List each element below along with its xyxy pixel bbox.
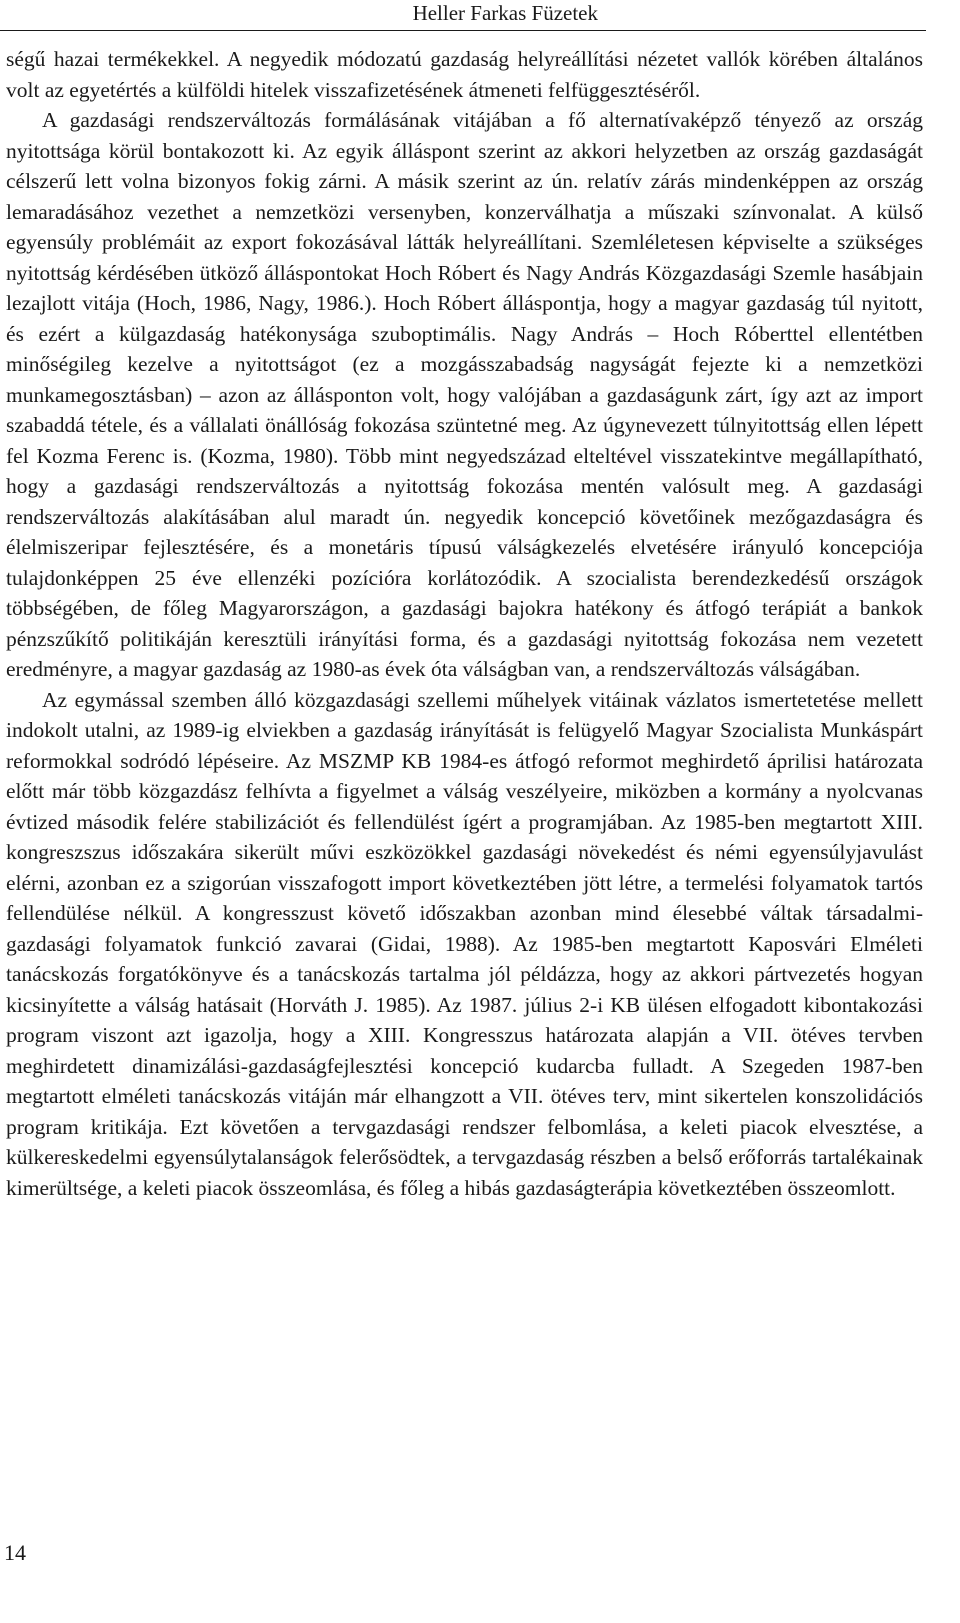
page-number: 14 (4, 1540, 26, 1565)
paragraph-2: A gazdasági rendszerváltozás formálásának vitájában a fő alternatívaképző tényező az ország nyitottsága körül bontakozott ki. Az egyik álláspont szerint az akkori helyzetben az ország gazdaságát célszerű lett volna bizonyos fokig zárni. A másik szerint az ún. relatív zárás mindenképpen az ország lemaradásához vezethet a nemzetközi versenyben, konzerválhatja a műszaki színvonalat. A külső egyensúly problémáit az export fokozásával látták helyreállítani. Szemléletesen képviselte a szükséges nyitottság kérdésében ütköző álláspontokat Hoch Róbert és Nagy András Közgazdasági Szemle hasábjain lezajlott vitája (Hoch, 1986, Nagy, 1986.). Hoch Róbert álláspontja, hogy a magyar gazdaság túl nyitott, és ezért a külgazdaság hatékonysága szuboptimális. Nagy András – Hoch Róberttel ellentétben minőségileg kezelve a nyitottságot (ez a mozgásszabadság nagyságát fejezte ki a nemzetközi munkamegosztásban) – azon az állásponton volt, hogy valójában a gazdaságunk zárt, így azt az import szabaddá tétele, és a vállalati önállóság fokozása szüntetné meg. Az úgynevezett túlnyitottság ellen lépett fel Kozma Ferenc is. (Kozma, 1980). Több mint negyedszázad elteltével visszatekintve megállapítható, hogy a gazdasági rendszerváltozás a nyitottság fokozása mentén valósult meg. A gazdasági rendszerváltozás alakításában alul maradt ún. negyedik koncepció követőinek mezőgazdaságra és élelmiszeripar fejlesztésére, és a monetáris típusú válságkezelés elvetésére irányuló koncepciója tulajdonképpen 25 éve ellenzéki pozícióra korlátozódik. A szocialista berendezkedésű országok többségében, de főleg Magyarországon, a gazdasági bajokra hatékony és átfogó terápiát a bankok pénzszűkítő politikáján keresztüli irányítási forma, és a gazdasági nyitottság fokozása nem vezetett eredményre, a magyar gazdaság az 1980-as évek óta válságban van, a rendszerváltozás válságában. (6, 108, 923, 681)
paragraph-3: Az egymással szemben álló közgazdasági szellemi műhelyek vitáinak vázlatos ismertetetése mellett indokolt utalni, az 1989-ig elviekben a gazdaság irányítását is felügyelő Magyar Szocialista Munkáspárt reformokkal sodródó lépéseire. Az MSZMP KB 1984-es átfogó reformot meghirdető áprilisi határozata előtt már több közgazdász felhívta a figyelmet a válság veszélyeire, miközben a kormány a nyolcvanas évtized második felére stabilizációt és fellendülést ígért a programjában. Az 1985-ben megtartott XIII. kongreszszus időszakára sikerült művi eszközökkel gazdasági növekedést és némi egyensúlyjavulást elérni, azonban ez a szigorúan visszafogott import következtében jött létre, a termelési folyamatok tartós fellendülése nélkül. A kongresszust követő időszakban azonban mind élesebbé váltak társadalmi-gazdasági folyamatok funkció zavarai (Gidai, 1988). Az 1985-ben megtartott Kaposvári Elméleti tanácskozás forgatókönyve és a tanácskozás tartalma jól példázza, hogy az akkori pártvezetés hogyan kicsinyítette a válság hatásait (Horváth J. 1985). Az 1987. július 2-i KB ülésen elfogadott kibontakozási program viszont azt igazolja, hogy a XIII. Kongresszus határozata alapján a VII. ötéves tervben meghirdetett dinamizálási-gazdaságfejlesztési koncepció kudarcba fulladt. A Szegeden 1987-ben megtartott elméleti tanácskozás vitáján már elhangzott a VII. ötéves terv, mint sikertelen konszolidációs program kritikája. Ezt követően a tervgazdasági rendszer felbomlása, a keleti piacok elvesztése, a külkereskedelmi egyensúlytalanságok felerősödtek, a tervgazdaság részben a belső erőforrás tartalékainak kimerültsége, a keleti piacok összeomlása, és főleg a hibás gazdaságterápia következtében összeomlott. (6, 687, 923, 1200)
running-header: Heller Farkas Füzetek (412, 1, 598, 25)
body-text (6, 44, 923, 1203)
header-rule (0, 30, 926, 31)
paragraph-1: ségű hazai termékekkel. A negyedik módozatú gazdaság helyreállítási nézetet vallók körében általános volt az egyetértés a külföldi hitelek visszafizetésének átmeneti felfüggesztéséről. (6, 47, 923, 102)
